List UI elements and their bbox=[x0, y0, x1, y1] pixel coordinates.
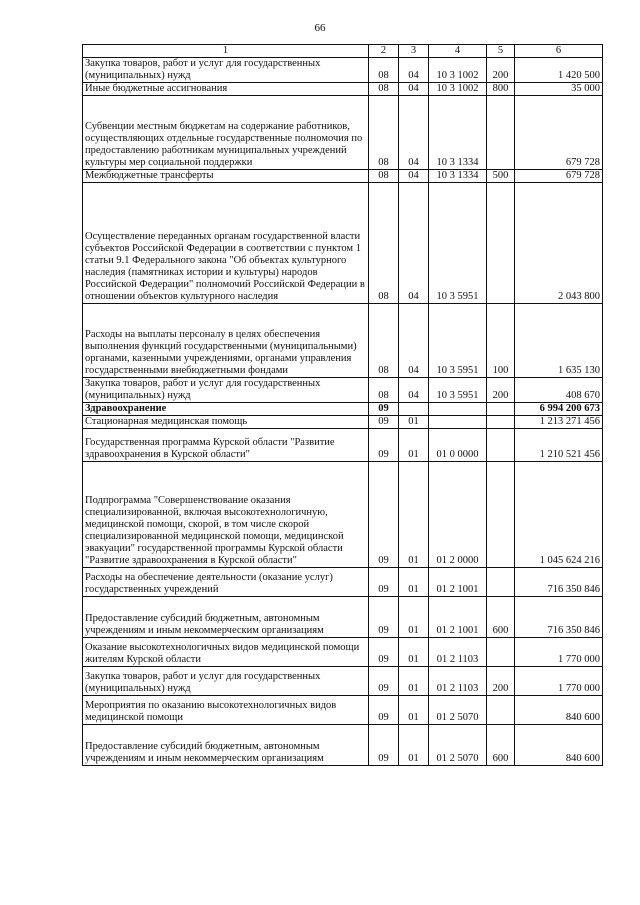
row-name: Расходы на обеспечение деятельности (оказание услуг) государственных учреждений bbox=[83, 568, 369, 597]
row-section: 08 bbox=[369, 183, 399, 304]
row-name: Межбюджетные трансферты bbox=[83, 170, 369, 183]
row-expense-type: 600 bbox=[487, 725, 515, 766]
header-col-5: 5 bbox=[487, 45, 515, 58]
row-expense-type: 800 bbox=[487, 83, 515, 96]
table-row bbox=[83, 725, 603, 766]
row-subsection: 04 bbox=[399, 183, 429, 304]
table-row bbox=[83, 96, 603, 170]
row-target-article: 01 2 1103 bbox=[429, 667, 487, 696]
row-subsection: 04 bbox=[399, 170, 429, 183]
row-target-article: 01 2 1001 bbox=[429, 568, 487, 597]
row-sum: 408 670 bbox=[515, 378, 603, 403]
row-sum: 1 770 000 bbox=[515, 667, 603, 696]
row-section: 09 bbox=[369, 568, 399, 597]
row-section: 09 bbox=[369, 638, 399, 667]
table-row bbox=[83, 416, 603, 429]
table-row bbox=[83, 304, 603, 378]
row-expense-type: 500 bbox=[487, 170, 515, 183]
row-name: Иные бюджетные ассигнования bbox=[83, 83, 369, 96]
row-section: 09 bbox=[369, 725, 399, 766]
row-target-article: 10 3 1002 bbox=[429, 83, 487, 96]
row-section: 08 bbox=[369, 83, 399, 96]
row-subsection: 01 bbox=[399, 462, 429, 568]
budget-table bbox=[82, 44, 603, 766]
row-sum: 679 728 bbox=[515, 170, 603, 183]
row-subsection: 01 bbox=[399, 696, 429, 725]
row-expense-type bbox=[487, 696, 515, 725]
row-section: 08 bbox=[369, 304, 399, 378]
row-subsection: 04 bbox=[399, 96, 429, 170]
row-name: Стационарная медицинская помощь bbox=[83, 416, 369, 429]
row-subsection: 04 bbox=[399, 304, 429, 378]
row-section: 09 bbox=[369, 696, 399, 725]
table-row bbox=[83, 83, 603, 96]
table-row bbox=[83, 403, 603, 416]
table-row bbox=[83, 597, 603, 638]
row-sum: 1 420 500 bbox=[515, 58, 603, 83]
table-row bbox=[83, 462, 603, 568]
table-header-row bbox=[83, 45, 603, 58]
header-col-4: 4 bbox=[429, 45, 487, 58]
row-target-article: 10 3 1334 bbox=[429, 96, 487, 170]
table-row bbox=[83, 378, 603, 403]
row-expense-type bbox=[487, 183, 515, 304]
row-expense-type bbox=[487, 416, 515, 429]
row-expense-type bbox=[487, 429, 515, 462]
row-expense-type: 200 bbox=[487, 667, 515, 696]
table-row bbox=[83, 667, 603, 696]
row-expense-type: 100 bbox=[487, 304, 515, 378]
row-name: Мероприятия по оказанию высокотехнологичных видов медицинской помощи bbox=[83, 696, 369, 725]
row-section: 08 bbox=[369, 58, 399, 83]
row-section: 08 bbox=[369, 378, 399, 403]
row-subsection: 01 bbox=[399, 597, 429, 638]
row-sum: 2 043 800 bbox=[515, 183, 603, 304]
row-target-article: 01 2 1001 bbox=[429, 597, 487, 638]
row-target-article: 10 3 5951 bbox=[429, 378, 487, 403]
row-target-article: 01 0 0000 bbox=[429, 429, 487, 462]
row-target-article: 10 3 5951 bbox=[429, 304, 487, 378]
row-section: 08 bbox=[369, 170, 399, 183]
row-sum: 1 770 000 bbox=[515, 638, 603, 667]
row-name: Государственная программа Курской области "Развитие здравоохранения в Курской области" bbox=[83, 429, 369, 462]
row-section: 09 bbox=[369, 667, 399, 696]
row-sum: 716 350 846 bbox=[515, 597, 603, 638]
row-name: Субвенции местным бюджетам на содержание работников, осуществляющих отдельные государственные полномочия по предоставлению работникам муниципальных учреждений культуры мер социальной поддержки bbox=[83, 96, 369, 170]
row-target-article bbox=[429, 416, 487, 429]
row-section: 09 bbox=[369, 403, 399, 416]
table-row bbox=[83, 638, 603, 667]
table-row bbox=[83, 58, 603, 83]
row-subsection: 01 bbox=[399, 416, 429, 429]
row-expense-type: 600 bbox=[487, 597, 515, 638]
row-name: Закупка товаров, работ и услуг для государственных (муниципальных) нужд bbox=[83, 667, 369, 696]
table-row bbox=[83, 183, 603, 304]
row-target-article: 10 3 1002 bbox=[429, 58, 487, 83]
row-subsection: 01 bbox=[399, 638, 429, 667]
table-row bbox=[83, 170, 603, 183]
row-subsection: 01 bbox=[399, 429, 429, 462]
row-name: Закупка товаров, работ и услуг для государственных (муниципальных) нужд bbox=[83, 378, 369, 403]
row-target-article: 01 2 1103 bbox=[429, 638, 487, 667]
row-section: 08 bbox=[369, 96, 399, 170]
table-row bbox=[83, 429, 603, 462]
header-col-1: 1 bbox=[83, 45, 369, 58]
row-sum: 840 600 bbox=[515, 725, 603, 766]
row-section: 09 bbox=[369, 416, 399, 429]
row-target-article: 10 3 1334 bbox=[429, 170, 487, 183]
header-col-2: 2 bbox=[369, 45, 399, 58]
row-expense-type bbox=[487, 638, 515, 667]
header-col-6: 6 bbox=[515, 45, 603, 58]
row-sum: 1 045 624 216 bbox=[515, 462, 603, 568]
row-sum: 1 213 271 456 bbox=[515, 416, 603, 429]
row-name: Оказание высокотехнологичных видов медицинской помощи жителям Курской области bbox=[83, 638, 369, 667]
row-subsection: 01 bbox=[399, 725, 429, 766]
row-section: 09 bbox=[369, 462, 399, 568]
row-expense-type bbox=[487, 403, 515, 416]
row-name: Расходы на выплаты персоналу в целях обеспечения выполнения функций государственными (муниципальными) органами, казенными учреждениями, органами управления государственными внебюджетными фондами bbox=[83, 304, 369, 378]
row-name: Здравоохранение bbox=[83, 403, 369, 416]
row-section: 09 bbox=[369, 429, 399, 462]
row-name: Предоставление субсидий бюджетным, автономным учреждениям и иным некоммерческим организациям bbox=[83, 725, 369, 766]
row-name: Подпрограмма "Совершенствование оказания специализированной, включая высокотехнологичную, медицинской помощи, скорой, в том числе скорой специализированной медицинской помощи, медицинской эвакуации" государственной программы Курской области "Развитие здравоохранения в Курской области" bbox=[83, 462, 369, 568]
row-target-article: 01 2 0000 bbox=[429, 462, 487, 568]
row-expense-type bbox=[487, 568, 515, 597]
row-name: Предоставление субсидий бюджетным, автономным учреждениям и иным некоммерческим организациям bbox=[83, 597, 369, 638]
table-row bbox=[83, 696, 603, 725]
page-number: 66 bbox=[314, 22, 326, 34]
header-col-3: 3 bbox=[399, 45, 429, 58]
row-section: 09 bbox=[369, 597, 399, 638]
row-name: Осуществление переданных органам государственной власти субъектов Российской Федерации в соответствии с пунктом 1 статьи 9.1 Федерального закона "Об объектах культурного наследия (памятниках истории и культуры) народов Российской Федерации" полномочий Российской Федерации в отношении объектов культурного наследия bbox=[83, 183, 369, 304]
row-sum: 716 350 846 bbox=[515, 568, 603, 597]
row-sum: 840 600 bbox=[515, 696, 603, 725]
row-subsection: 01 bbox=[399, 568, 429, 597]
row-subsection: 01 bbox=[399, 667, 429, 696]
row-expense-type bbox=[487, 96, 515, 170]
row-sum: 1 210 521 456 bbox=[515, 429, 603, 462]
row-sum: 679 728 bbox=[515, 96, 603, 170]
row-target-article: 01 2 5070 bbox=[429, 696, 487, 725]
row-subsection: 04 bbox=[399, 83, 429, 96]
row-expense-type bbox=[487, 462, 515, 568]
row-target-article: 01 2 5070 bbox=[429, 725, 487, 766]
row-target-article bbox=[429, 403, 487, 416]
row-target-article: 10 3 5951 bbox=[429, 183, 487, 304]
row-name: Закупка товаров, работ и услуг для государственных (муниципальных) нужд bbox=[83, 58, 369, 83]
row-subsection bbox=[399, 403, 429, 416]
table-row bbox=[83, 568, 603, 597]
row-sum: 1 635 130 bbox=[515, 304, 603, 378]
row-subsection: 04 bbox=[399, 58, 429, 83]
row-sum: 6 994 200 673 bbox=[515, 403, 603, 416]
row-subsection: 04 bbox=[399, 378, 429, 403]
row-expense-type: 200 bbox=[487, 378, 515, 403]
row-expense-type: 200 bbox=[487, 58, 515, 83]
row-sum: 35 000 bbox=[515, 83, 603, 96]
